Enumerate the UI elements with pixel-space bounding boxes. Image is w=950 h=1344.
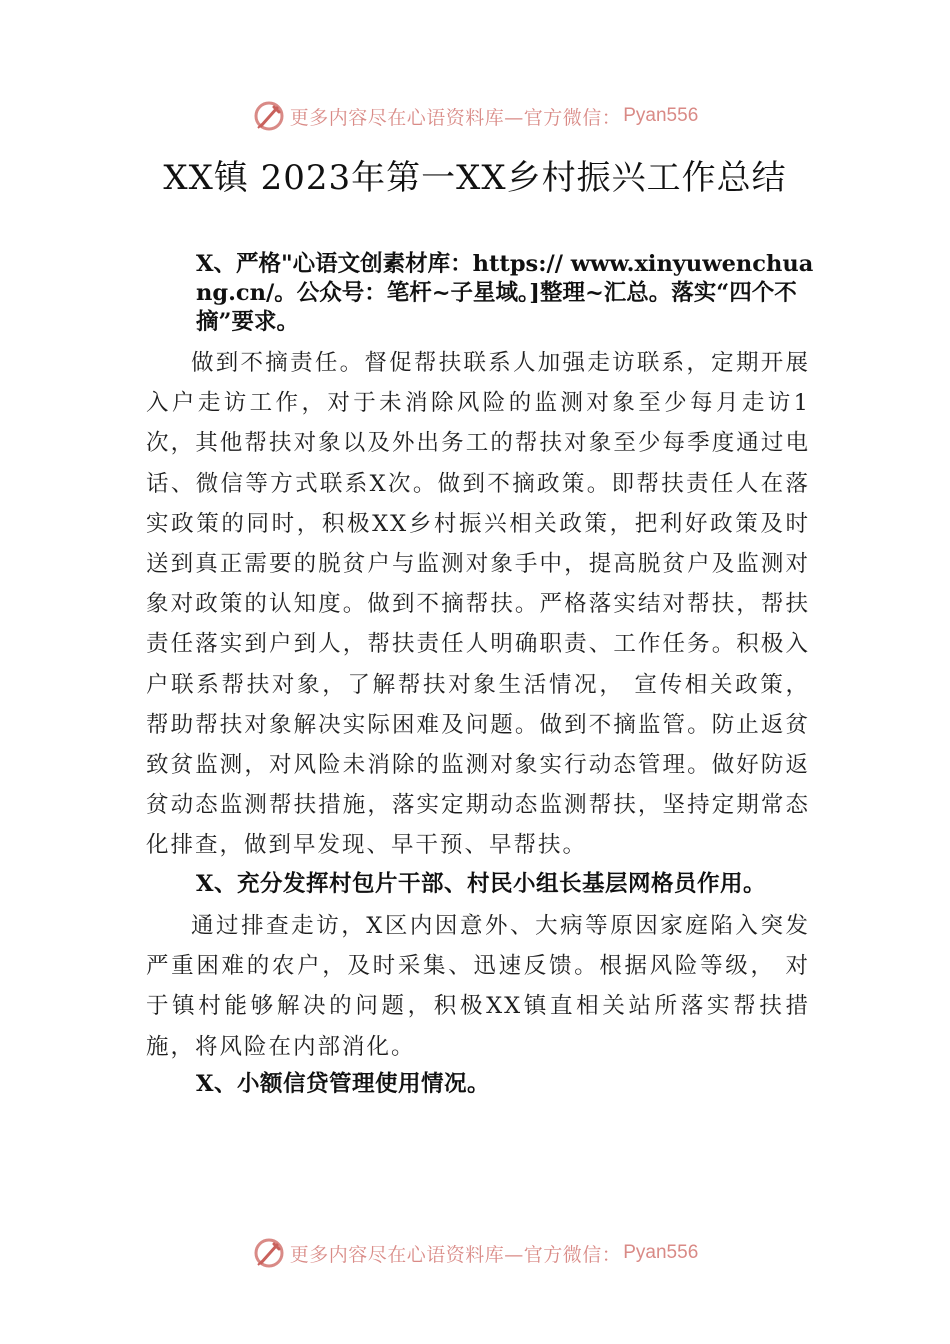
section-body-1: 做到不摘责任。督促帮扶联系人加强走访联系，定期开展入户走访工作，对于未消除风险的监测对象至少每月走访1次，其他帮扶对象以及外出务工的帮扶对象至少每季度通过电话、微信等方式联系X次。做到不摘政策。即帮扶责任人在落实政策的同时，积极XX乡村振兴相关政策，把利好政策及时送到真正需要的脱贫户与监测对象手中，提高脱贫户及监测对象对政策的认知度。做到不摘帮扶。严格落实结对帮扶，帮扶责任落实到户到人，帮扶责任人明确职责、工作任务。积极入户联系帮扶对象，了解帮扶对象生活情况， 宣传相关政策，帮助帮扶对象解决实际困难及问题。做到不摘监管。防止返贫致贫监测，对风险未消除的监测对象实行动态管理。做好防返贫动态监测帮扶措施，落实定期动态监测帮扶，坚持定期常态化排查，做到早发现、早干预、早帮扶。 xyxy=(146,350,810,859)
pen-logo-icon xyxy=(252,1236,286,1270)
section-heading-3: X、小额信贷管理使用情况。 xyxy=(196,1071,490,1097)
banner-wechat-id: Pyan556 xyxy=(623,1242,699,1263)
top-watermark-banner xyxy=(0,96,950,136)
section-heading-1: X、严格"心语文创素材库：https:// www.xinyuwenchuang.cn/。公众号：笔杆~子星域。]整理~汇总。落实“四个不摘”要求。 xyxy=(196,251,814,335)
banner-text: 更多内容尽在心语资料库—官方微信： xyxy=(289,1243,622,1266)
bottom-watermark-banner xyxy=(0,1233,950,1273)
pen-logo-icon xyxy=(252,99,286,133)
document-title: XX镇 2023年第一XX乡村振兴工作总结 xyxy=(163,158,787,198)
section-body-2: 通过排查走访，X区内因意外、大病等原因家庭陷入突发严重困难的农户，及时采集、迅速反馈。根据风险等级， 对于镇村能够解决的问题，积极XX镇直相关站所落实帮扶措施，将风险在内部消化。 xyxy=(146,913,810,1060)
section-heading-2: X、充分发挥村包片干部、村民小组长基层网格员作用。 xyxy=(196,871,766,897)
banner-wechat-id: Pyan556 xyxy=(623,105,699,126)
banner-text: 更多内容尽在心语资料库—官方微信： xyxy=(289,106,622,129)
